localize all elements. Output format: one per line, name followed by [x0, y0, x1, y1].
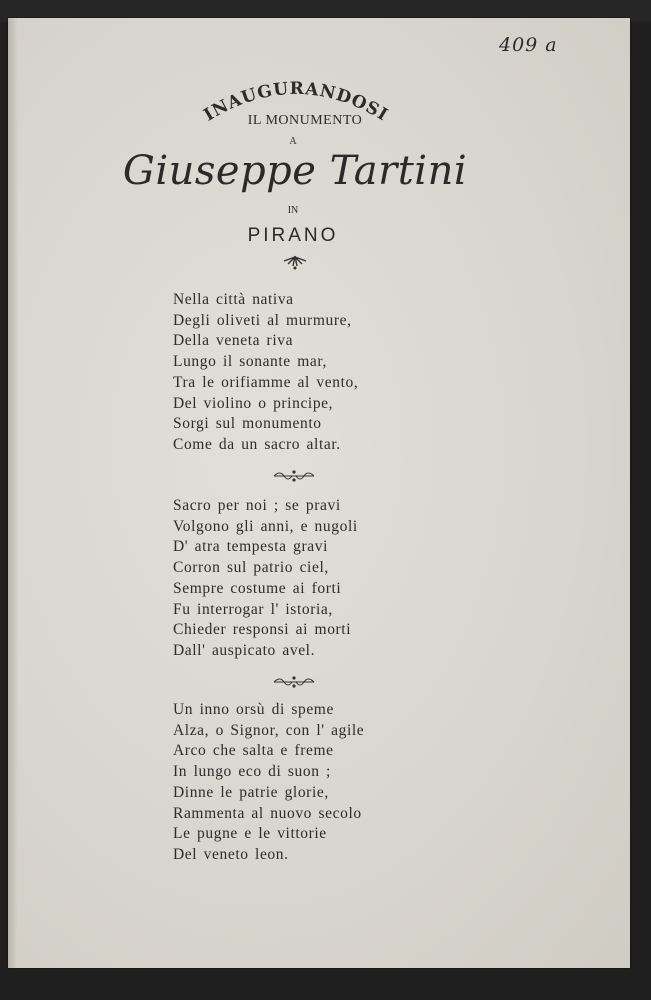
verse-line: Tra le orifiamme al vento, — [173, 373, 359, 391]
verse-line: Del violino o principe, — [173, 394, 334, 412]
verse-line: Del veneto leon. — [173, 845, 289, 863]
title-arc-inaugurandosi — [186, 70, 406, 140]
verse-line: Nella città nativa — [173, 291, 294, 308]
heading-place: PIRANO — [247, 225, 339, 246]
fleuron-ornament-icon — [280, 254, 310, 272]
stanza-2 — [173, 496, 473, 662]
handwritten-page-number: 409 a — [499, 34, 558, 56]
verse-line: Come da un sacro altar. — [173, 435, 341, 453]
verse-line: Fu interrogar l' istoria, — [173, 600, 333, 618]
verse-line: Dall' auspicato avel. — [173, 641, 316, 659]
verse-line: Sempre costume ai forti — [173, 579, 342, 597]
verse-line: D' atra tempesta gravi — [173, 538, 328, 556]
verse-line: Un inno orsù di speme — [173, 701, 334, 718]
verse-line: Arco che salta e freme — [173, 742, 334, 760]
divider-ornament-icon — [270, 672, 318, 692]
title-arc-text: INAUGURANDOSI — [200, 78, 392, 126]
heading-a: A — [289, 136, 297, 147]
stanza-3 — [173, 700, 473, 866]
verse-line: Dinne le patrie glorie, — [173, 783, 329, 801]
heading-in: IN — [287, 205, 299, 216]
verse-line: Degli oliveti al murmure, — [173, 311, 352, 329]
verse-line: Alza, o Signor, con l' agile — [173, 721, 365, 739]
verse-line: Della veneta riva — [173, 332, 294, 350]
verse-line: Le pugne e le vittorie — [173, 825, 327, 843]
verse-line: Chieder responsi ai morti — [173, 621, 352, 639]
stanza-1 — [173, 290, 473, 456]
divider-ornament-icon — [270, 466, 318, 486]
verse-line: Sacro per noi ; se pravi — [173, 497, 341, 514]
verse-line: Lungo il sonante mar, — [173, 353, 328, 371]
verse-line: Sorgi sul monumento — [173, 415, 322, 433]
verse-line: Corron sul patrio ciel, — [173, 559, 329, 577]
verse-line: Rammenta al nuovo secolo — [173, 804, 362, 822]
heading-il-monumento: IL MONUMENTO — [247, 113, 363, 128]
verse-line: In lungo eco di suon ; — [173, 763, 331, 781]
heading-name: Giuseppe Tartini — [122, 148, 468, 194]
verse-line: Volgono gli anni, e nugoli — [173, 517, 358, 535]
